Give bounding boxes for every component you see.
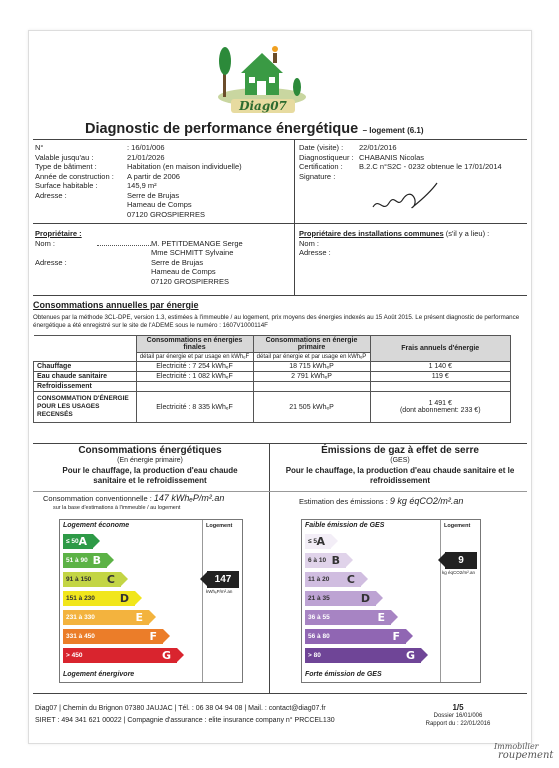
scale-letter: G — [405, 649, 415, 662]
ges-title: Émissions de gaz à effet de serre — [321, 445, 479, 456]
consumption-intro: Obtenues par la méthode 3CL-DPE, version 1.3, estimées à l'immeuble / au logement, prix moyens des énergies indexés au 15 Août 2015. Le présent diagnostic de performance énergétique a été enregistré sur le site de l'ADEME sous le numéro : 1607V1000114F — [33, 314, 520, 329]
owner-block — [35, 229, 293, 286]
scale-letter: B — [331, 554, 340, 567]
scale-bar-e — [63, 610, 149, 625]
energy-subtitle: (En énergie primaire) — [117, 457, 183, 464]
stamp-line-1: Immobilier — [494, 742, 539, 751]
scale-range: 91 à 150 — [66, 576, 92, 583]
ges-scale — [301, 519, 481, 683]
owner-name-1: M. PETITDEMANGE Serge — [151, 238, 243, 248]
info-value: A partir de 2006 — [127, 171, 180, 181]
info-value: : 16/01/006 — [127, 143, 165, 152]
scale-range: > 450 — [66, 652, 83, 659]
info-row — [299, 162, 525, 172]
page-title — [85, 120, 505, 138]
scale-letter: F — [149, 630, 157, 643]
scale-range: 231 à 330 — [66, 614, 95, 621]
info-label: Certification : — [299, 162, 343, 171]
info-label: Date (visite) : — [299, 143, 344, 152]
info-label: Diagnostiqueur : — [299, 152, 354, 162]
ges-measure: Estimation des émissions : 9 kg éqCO2/m².an — [299, 496, 464, 506]
table-row-total: CONSOMMATION D'ÉNERGIE POUR LES USAGES RECENSÉS Electricité : 8 335 kWhₑF 21 505 kWhₑP 1 491 € (dont abonnement: 233 €) — [34, 392, 511, 423]
info-value: 21/01/2026 — [127, 152, 165, 162]
info-row — [35, 153, 295, 163]
scale-bar-b — [305, 553, 346, 568]
scale-bar-b — [63, 553, 107, 568]
owner-name-label: Nom : — [35, 238, 56, 248]
diagnostician-info — [299, 143, 525, 181]
page-number: 1/5 — [452, 703, 464, 712]
energy-panel — [33, 445, 267, 486]
ges-unit: kg éqCO2/m².an — [442, 570, 476, 575]
common-owner-block — [299, 229, 525, 258]
scale-range: 36 à 55 — [308, 614, 330, 621]
info-value: B.2.C n°S2C - 0232 obtenue le 17/01/2014 — [359, 162, 502, 171]
common-owner-name-label: Nom : — [299, 238, 320, 248]
info-value: 07120 GROSPIERRES — [127, 209, 205, 219]
info-row — [35, 162, 295, 172]
info-value: Serre de Brujas — [127, 190, 180, 200]
ges-value: 9 — [445, 552, 477, 569]
info-label: Signature : — [299, 171, 336, 181]
report-date: Rapport du : 22/01/2016 — [425, 720, 491, 727]
energy-marker — [200, 571, 240, 594]
footer — [35, 703, 415, 727]
common-owner-heading: Propriétaire des installations communes — [299, 229, 444, 238]
scale-bar-f — [305, 629, 406, 644]
scale-letter: A — [316, 535, 325, 548]
scale-letter: G — [161, 649, 171, 662]
stamp — [476, 742, 556, 766]
scale-letter: D — [119, 592, 129, 605]
logo-brand: Diag07 — [231, 99, 295, 113]
table-row: Eau chaude sanitaire Electricité : 1 082 kWhₑF 2 791 kWhₑP 119 € — [34, 372, 511, 382]
info-row — [35, 181, 295, 191]
col-cost: Frais annuels d'énergie — [370, 336, 511, 362]
scale-letter: D — [360, 592, 370, 605]
scale-range: > 80 — [308, 652, 321, 659]
scale-range: 6 à 10 — [308, 557, 327, 564]
ges-side-label: Logement — [444, 523, 471, 529]
ges-panel — [273, 445, 527, 486]
scale-bar-a — [305, 534, 331, 549]
title-suffix: – logement (6.1) — [362, 126, 424, 135]
owner-address-3: 07120 GROSPIERRES — [151, 276, 229, 286]
info-value: Habitation (en maison individuelle) — [127, 162, 242, 171]
energy-bottom-label: Logement énergivore — [63, 671, 135, 678]
common-owner-heading-suffix: (s'il y a lieu) : — [445, 229, 490, 238]
scale-bar-c — [305, 572, 361, 587]
energy-value: 147 — [207, 571, 239, 588]
info-value: 22/01/2016 — [359, 143, 397, 152]
scale-letter: F — [392, 630, 400, 643]
consumption-heading: Consommations annuelles par énergie — [33, 300, 199, 310]
scale-bar-c — [63, 572, 121, 587]
common-owner-address-label: Adresse : — [299, 248, 331, 257]
scale-bar-g — [305, 648, 421, 663]
scale-range: 151 à 230 — [66, 595, 95, 602]
col-final: Consommations en énergies finales — [136, 336, 253, 353]
energy-scale — [59, 519, 243, 683]
owner-heading: Propriétaire : — [35, 229, 82, 238]
consumption-table — [33, 335, 511, 423]
info-label: Surface habitable : — [35, 181, 98, 190]
info-value: CHABANIS Nicolas — [359, 152, 425, 162]
info-row — [35, 191, 295, 201]
scale-range: 21 à 35 — [308, 595, 330, 602]
scale-letter: E — [377, 611, 385, 624]
scale-range: ≤ 50 — [66, 538, 79, 545]
page-info — [413, 703, 503, 728]
stamp-line-2: roupement — [498, 750, 554, 761]
ges-subtitle: (GES) — [390, 457, 410, 464]
energy-unit: kWhₑP/m².an — [206, 589, 233, 594]
footer-line-1: Diag07 | Chemin du Brignon 07380 JAUJAC | Tél. : 06 38 04 94 08 | Mail. : contact@diag07.fr — [35, 705, 326, 712]
info-label: Adresse : — [35, 190, 67, 200]
ges-marker — [438, 552, 478, 575]
info-row — [35, 172, 295, 182]
footer-line-2: SIRET : 494 341 621 00022 | Compagnie d'assurance : elite insurance company n° PRCCEL130 — [35, 717, 335, 724]
info-label — [35, 200, 127, 210]
info-label — [35, 210, 127, 220]
info-value: Hameau de Comps — [127, 200, 192, 209]
scale-range: 51 à 90 — [66, 557, 88, 564]
scale-bar-d — [305, 591, 376, 606]
energy-top-label: Logement économe — [63, 522, 130, 529]
scale-bar-d — [63, 591, 135, 606]
owner-address-2: Hameau de Comps — [151, 267, 216, 276]
title-main: Diagnostic de performance énergétique — [85, 121, 359, 137]
scale-letter: A — [78, 535, 87, 548]
dossier-number: Dossier 16/01/006 — [433, 713, 483, 719]
signature — [367, 177, 439, 222]
scale-bar-g — [63, 648, 177, 663]
info-row — [35, 210, 295, 220]
general-info — [35, 143, 295, 219]
scale-range: 331 à 450 — [66, 633, 95, 640]
scale-letter: C — [106, 573, 115, 586]
owner-address-label: Adresse : — [35, 257, 67, 267]
info-row — [35, 143, 295, 153]
scale-bar-e — [305, 610, 391, 625]
energy-title: Consommations énergétiques — [78, 445, 222, 456]
energy-measure: Consommation conventionnelle : 147 kWhₑP/m².an sur la base d'estimations à l'immeuble / au logement — [43, 493, 225, 511]
info-label: N° — [35, 143, 44, 152]
ges-bottom-label: Forte émission de GES — [305, 671, 382, 678]
scale-letter: E — [135, 611, 143, 624]
logo — [213, 39, 311, 115]
info-row — [299, 143, 525, 153]
scale-range: 11 à 20 — [308, 576, 330, 583]
info-label: Valable jusqu'au : — [35, 152, 94, 162]
ges-top-label: Faible émission de GES — [305, 522, 385, 529]
scale-letter: B — [92, 554, 101, 567]
scale-bar-f — [63, 629, 163, 644]
info-row — [35, 200, 295, 210]
ges-desc: Pour le chauffage, la production d'eau chaude sanitaire et le refroidissement — [285, 466, 515, 485]
table-row: Refroidissement — [34, 382, 511, 392]
col-final-sub: détail par énergie et par usage en kWhₑF — [136, 353, 253, 362]
energy-desc: Pour le chauffage, la production d'eau chaude sanitaire et le refroidissement — [62, 466, 238, 485]
scale-range: ≤ 5 — [308, 538, 317, 545]
info-label: Année de construction : — [35, 171, 114, 181]
info-row — [299, 153, 525, 163]
scale-range: 56 à 80 — [308, 633, 330, 640]
info-label: Type de bâtiment : — [35, 162, 97, 171]
owner-name-2: Mme SCHMITT Sylvaine — [151, 248, 234, 257]
signature-icon — [367, 177, 439, 217]
col-primary-sub: détail par énergie et par usage en kWhₑP — [253, 353, 370, 362]
table-row: Chauffage Electricité : 7 254 kWhₑF 18 715 kWhₑP 1 140 € — [34, 362, 511, 372]
scale-bar-a — [63, 534, 93, 549]
energy-side-label: Logement — [206, 523, 233, 529]
scale-letter: C — [346, 573, 355, 586]
info-value: 145,9 m² — [127, 181, 157, 190]
col-primary: Consommations en énergie primaire — [253, 336, 370, 353]
dpe-page — [28, 30, 532, 744]
owner-address-1: Serre de Brujas — [151, 257, 204, 267]
